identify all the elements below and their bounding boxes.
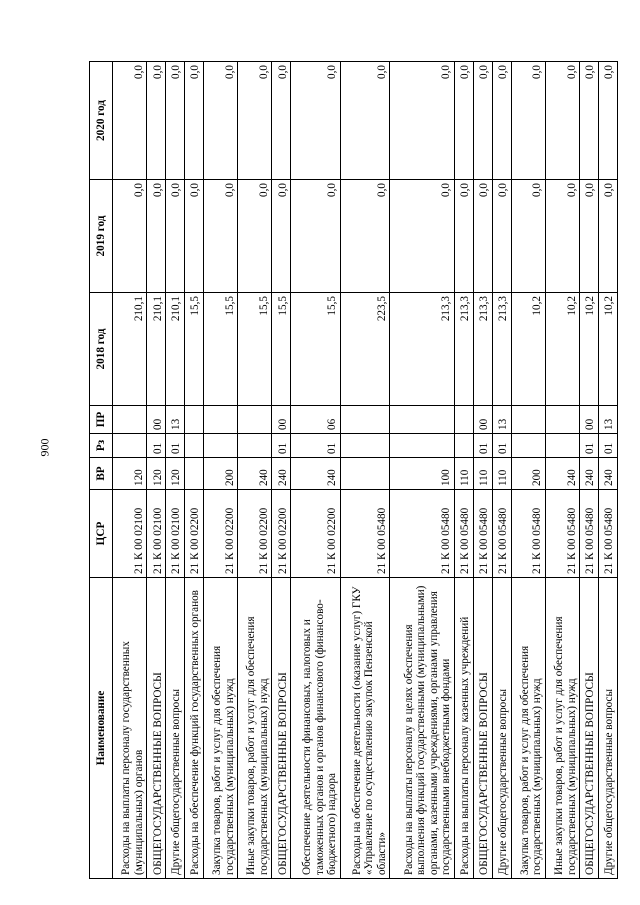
cell-vr: 120 — [113, 458, 147, 490]
cell-rz: 01 — [272, 434, 291, 458]
cell-2019: 0,0 — [203, 180, 237, 293]
cell-2020: 0,0 — [166, 62, 185, 180]
cell-pr: 06 — [291, 406, 340, 434]
cell-2018: 210,1 — [113, 293, 147, 406]
cell-pr: 00 — [473, 406, 492, 434]
cell-2019: 0,0 — [545, 180, 579, 293]
cell-name: Другие общегосударственные вопросы — [166, 578, 185, 879]
cell-2020: 0,0 — [185, 62, 204, 180]
cell-2020: 0,0 — [492, 62, 511, 180]
cell-rz — [340, 434, 389, 458]
table-body — [113, 62, 618, 879]
header-2018: 2018 год — [90, 293, 113, 406]
cell-name: Закупка товаров, работ и услуг для обеспечения государственных (муниципальных) нужд — [203, 578, 237, 879]
cell-2019: 0,0 — [598, 180, 617, 293]
header-csr: ЦСР — [90, 490, 113, 578]
cell-name: Другие общегосударственные вопросы — [598, 578, 617, 879]
cell-2018: 15,5 — [272, 293, 291, 406]
cell-rz: 01 — [473, 434, 492, 458]
table-row — [473, 62, 492, 879]
cell-2019: 0,0 — [454, 180, 473, 293]
cell-2019: 0,0 — [147, 180, 166, 293]
cell-csr: 21 К 00 05480 — [492, 490, 511, 578]
cell-pr — [454, 406, 473, 434]
table-row — [272, 62, 291, 879]
cell-pr — [203, 406, 237, 434]
header-name: Наименование — [90, 578, 113, 879]
cell-csr: 21 К 00 02200 — [185, 490, 204, 578]
cell-name: ОБЩЕГОСУДАРСТВЕННЫЕ ВОПРОСЫ — [272, 578, 291, 879]
cell-rz: 01 — [580, 434, 599, 458]
rotated-table-canvas — [89, 62, 618, 879]
cell-pr: 00 — [272, 406, 291, 434]
budget-table — [89, 61, 618, 879]
cell-vr — [185, 458, 204, 490]
table-row — [185, 62, 204, 879]
cell-name: Другие общегосударственные вопросы — [492, 578, 511, 879]
cell-pr — [238, 406, 272, 434]
cell-csr: 21 К 00 05480 — [580, 490, 599, 578]
cell-2018: 10,2 — [511, 293, 545, 406]
table-row — [492, 62, 511, 879]
cell-vr: 240 — [598, 458, 617, 490]
table-row — [545, 62, 579, 879]
cell-rz: 01 — [166, 434, 185, 458]
cell-rz: 01 — [147, 434, 166, 458]
table-row — [166, 62, 185, 879]
header-rz: Рз — [90, 434, 113, 458]
cell-2018: 15,5 — [185, 293, 204, 406]
cell-pr — [185, 406, 204, 434]
cell-vr: 120 — [147, 458, 166, 490]
cell-rz — [185, 434, 204, 458]
cell-2020: 0,0 — [390, 62, 455, 180]
cell-csr: 21 К 00 02200 — [291, 490, 340, 578]
cell-csr: 21 К 00 05480 — [598, 490, 617, 578]
table-row — [203, 62, 237, 879]
cell-pr: 00 — [147, 406, 166, 434]
cell-2018: 213,3 — [473, 293, 492, 406]
cell-2020: 0,0 — [340, 62, 389, 180]
cell-2019: 0,0 — [166, 180, 185, 293]
cell-2020: 0,0 — [113, 62, 147, 180]
cell-2018: 213,3 — [390, 293, 455, 406]
cell-csr: 21 К 00 02200 — [272, 490, 291, 578]
table-row — [238, 62, 272, 879]
table-row — [340, 62, 389, 879]
cell-2020: 0,0 — [511, 62, 545, 180]
cell-2020: 0,0 — [598, 62, 617, 180]
cell-pr: 13 — [598, 406, 617, 434]
cell-csr: 21 К 00 02100 — [166, 490, 185, 578]
cell-vr: 100 — [390, 458, 455, 490]
cell-2019: 0,0 — [473, 180, 492, 293]
cell-vr: 240 — [545, 458, 579, 490]
cell-name: ОБЩЕГОСУДАРСТВЕННЫЕ ВОПРОСЫ — [147, 578, 166, 879]
cell-vr — [340, 458, 389, 490]
cell-pr — [511, 406, 545, 434]
cell-pr: 13 — [492, 406, 511, 434]
cell-name: Расходы на обеспечение функций государственных органов — [185, 578, 204, 879]
cell-csr: 21 К 00 05480 — [545, 490, 579, 578]
cell-2020: 0,0 — [147, 62, 166, 180]
cell-2018: 223,5 — [340, 293, 389, 406]
table-row — [291, 62, 340, 879]
cell-2020: 0,0 — [272, 62, 291, 180]
table-row — [454, 62, 473, 879]
cell-vr: 110 — [473, 458, 492, 490]
cell-vr: 110 — [492, 458, 511, 490]
cell-2020: 0,0 — [291, 62, 340, 180]
cell-2018: 213,3 — [454, 293, 473, 406]
cell-rz: 01 — [492, 434, 511, 458]
cell-2018: 10,2 — [598, 293, 617, 406]
table-row — [390, 62, 455, 879]
cell-csr: 21 К 00 02100 — [113, 490, 147, 578]
cell-2018: 213,3 — [492, 293, 511, 406]
header-2019: 2019 год — [90, 180, 113, 293]
cell-rz — [511, 434, 545, 458]
cell-name: Иные закупки товаров, работ и услуг для обеспечения государственных (муниципальных) нужд — [545, 578, 579, 879]
table-row — [598, 62, 617, 879]
cell-pr: 13 — [166, 406, 185, 434]
header-2020: 2020 год — [90, 62, 113, 180]
cell-vr: 240 — [291, 458, 340, 490]
cell-2018: 210,1 — [147, 293, 166, 406]
cell-2018: 15,5 — [238, 293, 272, 406]
cell-2020: 0,0 — [238, 62, 272, 180]
cell-name: Расходы на выплаты персоналу в целях обеспечения выполнения функций государственными (муниципальными) органами, казенными учреждениями, органами управления государственными внебюджетными фондами — [390, 578, 455, 879]
cell-csr: 21 К 00 05480 — [473, 490, 492, 578]
table-row — [580, 62, 599, 879]
cell-2019: 0,0 — [238, 180, 272, 293]
cell-2020: 0,0 — [545, 62, 579, 180]
cell-csr: 21 К 00 05480 — [511, 490, 545, 578]
rotated-table-container — [89, 62, 618, 879]
cell-2018: 15,5 — [291, 293, 340, 406]
cell-rz: 01 — [291, 434, 340, 458]
cell-csr: 21 К 00 05480 — [454, 490, 473, 578]
cell-pr — [545, 406, 579, 434]
cell-2019: 0,0 — [272, 180, 291, 293]
cell-2020: 0,0 — [203, 62, 237, 180]
cell-vr: 240 — [238, 458, 272, 490]
cell-name: Иные закупки товаров, работ и услуг для обеспечения государственных (муниципальных) нужд — [238, 578, 272, 879]
cell-rz — [454, 434, 473, 458]
table-row — [113, 62, 147, 879]
cell-2020: 0,0 — [473, 62, 492, 180]
cell-vr: 200 — [511, 458, 545, 490]
cell-2018: 10,2 — [580, 293, 599, 406]
cell-rz — [545, 434, 579, 458]
cell-2019: 0,0 — [340, 180, 389, 293]
table-header-row — [90, 62, 113, 879]
cell-2020: 0,0 — [454, 62, 473, 180]
cell-pr: 00 — [580, 406, 599, 434]
cell-2019: 0,0 — [580, 180, 599, 293]
cell-name: ОБЩЕГОСУДАРСТВЕННЫЕ ВОПРОСЫ — [473, 578, 492, 879]
cell-name: Обеспечение деятельности финансовых, налоговых и таможенных органов и органов финансового (финансово-бюджетного) надзора — [291, 578, 340, 879]
cell-name: Расходы на обеспечение деятельности (оказание услуг) ГКУ «Управление по осуществлению закупок Пензенской области» — [340, 578, 389, 879]
cell-2019: 0,0 — [492, 180, 511, 293]
cell-vr: 240 — [580, 458, 599, 490]
cell-csr: 21 К 00 05480 — [340, 490, 389, 578]
cell-rz — [203, 434, 237, 458]
cell-name: ОБЩЕГОСУДАРСТВЕННЫЕ ВОПРОСЫ — [580, 578, 599, 879]
cell-pr — [113, 406, 147, 434]
cell-pr — [390, 406, 455, 434]
cell-csr: 21 К 00 02200 — [203, 490, 237, 578]
cell-2018: 210,1 — [166, 293, 185, 406]
cell-csr: 21 К 00 05480 — [390, 490, 455, 578]
cell-name: Закупка товаров, работ и услуг для обеспечения государственных (муниципальных) нужд — [511, 578, 545, 879]
cell-csr: 21 К 00 02100 — [147, 490, 166, 578]
page-number: 900 — [37, 438, 52, 457]
cell-2018: 10,2 — [545, 293, 579, 406]
cell-name: Расходы на выплаты персоналу государственных (муниципальных) органов — [113, 578, 147, 879]
cell-2020: 0,0 — [580, 62, 599, 180]
cell-vr: 200 — [203, 458, 237, 490]
cell-name: Расходы на выплаты персоналу казенных учреждений — [454, 578, 473, 879]
cell-2019: 0,0 — [113, 180, 147, 293]
cell-2019: 0,0 — [185, 180, 204, 293]
header-pr: ПР — [90, 406, 113, 434]
cell-rz — [113, 434, 147, 458]
cell-rz — [238, 434, 272, 458]
table-row — [147, 62, 166, 879]
cell-vr: 120 — [166, 458, 185, 490]
cell-rz: 01 — [598, 434, 617, 458]
cell-2018: 15,5 — [203, 293, 237, 406]
cell-pr — [340, 406, 389, 434]
cell-2019: 0,0 — [390, 180, 455, 293]
cell-csr: 21 К 00 02200 — [238, 490, 272, 578]
cell-rz — [390, 434, 455, 458]
header-vr: ВР — [90, 458, 113, 490]
table-row — [511, 62, 545, 879]
cell-vr: 110 — [454, 458, 473, 490]
cell-vr: 240 — [272, 458, 291, 490]
cell-2019: 0,0 — [511, 180, 545, 293]
cell-2019: 0,0 — [291, 180, 340, 293]
